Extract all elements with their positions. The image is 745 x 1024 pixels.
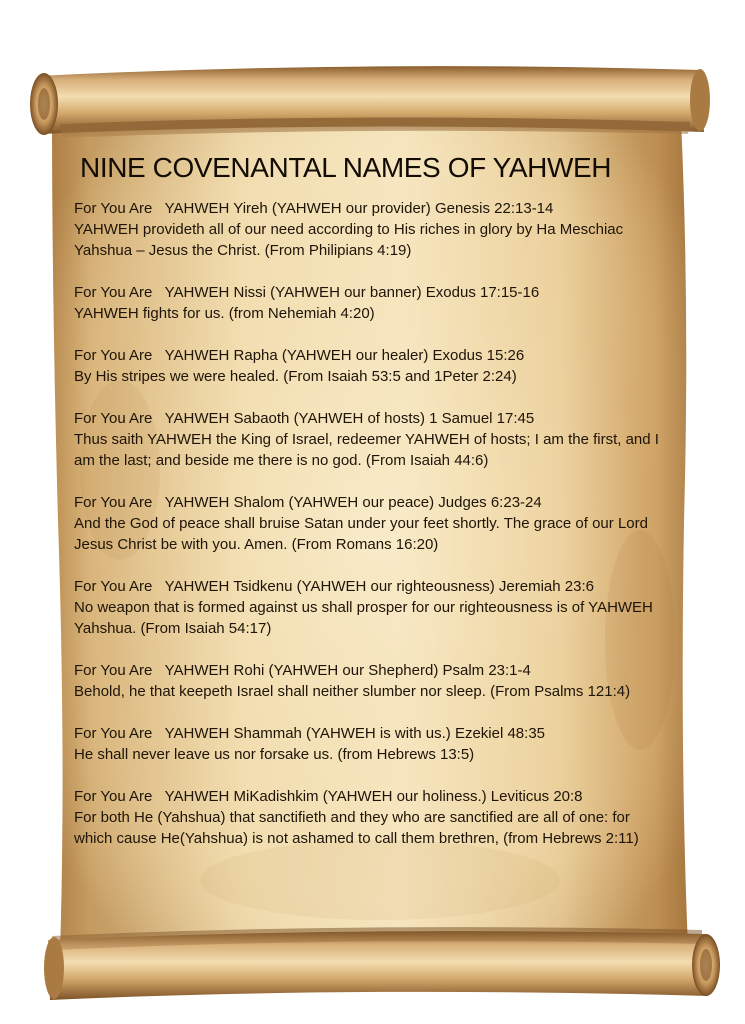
entry-text: By His stripes we were healed. (From Isaiah 53:5 and 1Peter 2:24) <box>74 368 517 385</box>
entry-text: Behold, he that keepeth Israel shall neither slumber nor sleep. (From Psalms 121:4) <box>74 683 631 700</box>
name-entry-rapha <box>74 345 664 387</box>
name-entry-rohi <box>74 660 664 702</box>
entry-heading: For You Are YAHWEH MiKadishkim (YAHWEH our holiness.) Leviticus 20:8 <box>74 788 583 805</box>
entry-heading: For You Are YAHWEH Nissi (YAHWEH our banner) Exodus 17:15-16 <box>74 284 540 301</box>
entry-heading: For You Are YAHWEH Yireh (YAHWEH our provider) Genesis 22:13-14 <box>74 200 554 217</box>
entry-text: YAHWEH fights for us. (from Nehemiah 4:20) <box>74 305 375 322</box>
name-entry-nissi <box>74 282 664 324</box>
entry-heading: For You Are YAHWEH Tsidkenu (YAHWEH our righteousness) Jeremiah 23:6 <box>74 578 594 595</box>
name-entry-mikadishkim <box>74 786 664 849</box>
entry-heading: For You Are YAHWEH Rapha (YAHWEH our healer) Exodus 15:26 <box>74 347 525 364</box>
entry-text: No weapon that is formed against us shall prosper for our righteousness is of YAHWEH Yahshua. (From Isaiah 54:17) <box>74 599 653 637</box>
name-entry-sabaoth <box>74 408 664 471</box>
entry-text: YAHWEH provideth all of our need according to His riches in glory by Ha Meschiac Yahshua – Jesus the Christ. (From Philipians 4:19) <box>74 221 624 259</box>
name-entry-shalom <box>74 492 664 555</box>
entry-heading: For You Are YAHWEH Sabaoth (YAHWEH of hosts) 1 Samuel 17:45 <box>74 410 535 427</box>
name-entry-tsidkenu <box>74 576 664 639</box>
entry-heading: For You Are YAHWEH Shalom (YAHWEH our peace) Judges 6:23-24 <box>74 494 542 511</box>
entry-text: He shall never leave us nor forsake us. (from Hebrews 13:5) <box>74 746 475 763</box>
entry-heading: For You Are YAHWEH Rohi (YAHWEH our Shepherd) Psalm 23:1-4 <box>74 662 531 679</box>
page-title: NINE COVENANTAL NAMES OF YAHWEH <box>80 152 612 183</box>
entry-heading: For You Are YAHWEH Shammah (YAHWEH is with us.) Ezekiel 48:35 <box>74 725 546 742</box>
entry-text: For both He (Yahshua) that sanctifieth and they who are sanctified are all of one: for which cause He(Yahshua) is not ashamed to call them brethren, (from Hebrews 2:11) <box>74 809 639 847</box>
name-entry-yireh <box>74 198 664 261</box>
entry-text: Thus saith YAHWEH the King of Israel, redeemer YAHWEH of hosts; I am the first, and I am the last; and beside me there is no god. (From Isaiah 44:6) <box>74 431 659 469</box>
entry-text: And the God of peace shall bruise Satan under your feet shortly. The grace of our Lord Jesus Christ be with you. Amen. (From Romans 16:20) <box>74 515 648 553</box>
name-entry-shammah <box>74 723 664 765</box>
scroll-text-content <box>74 148 664 870</box>
